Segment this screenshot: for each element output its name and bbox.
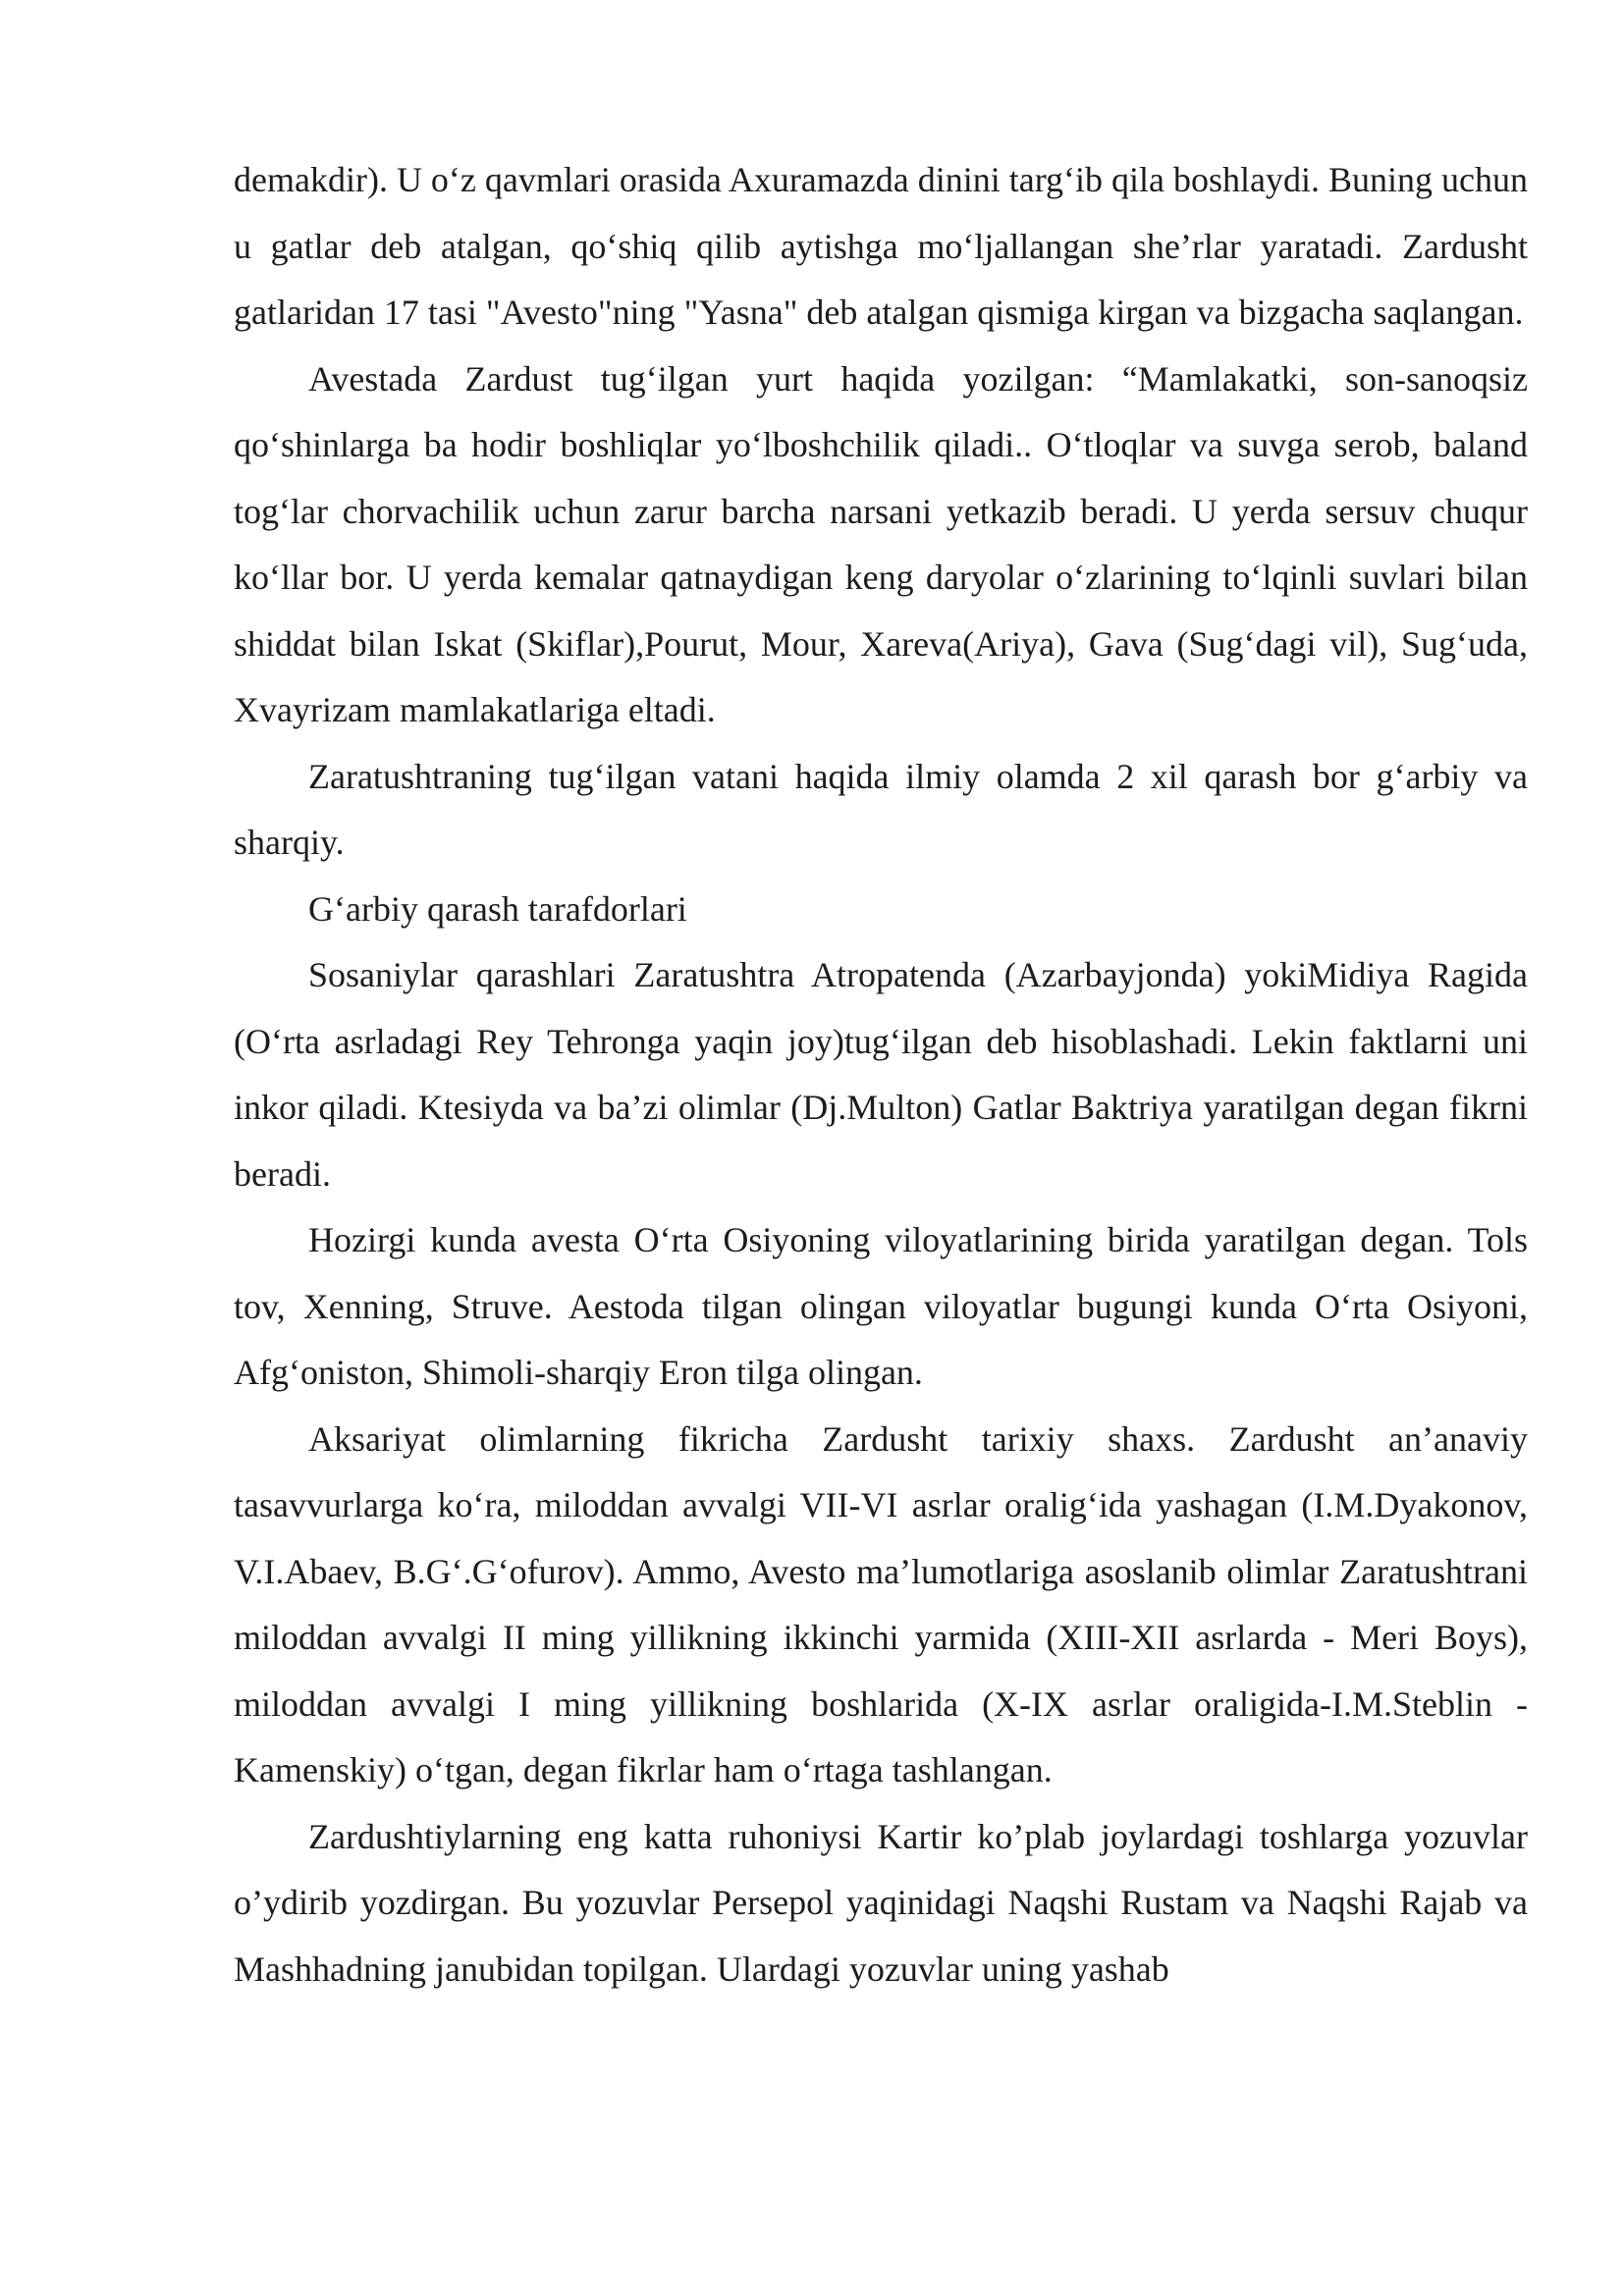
paragraph-two-views: Zaratushtraning tug‘ilgan vatani haqida ilmiy olamda 2 xil qarash bor g‘arbiy va sharqiy. — [234, 756, 1528, 862]
paragraph-historical-person: Aksariyat olimlarning fikricha Zardusht tarixiy shaxs. Zardusht an’anaviy tasavvurlarga ko‘ra, miloddan avvalgi VII-VI asrlar oralig‘ida yashagan (I.M.Dyakonov, V.I.Abaev, B.G‘.G‘ofurov). Ammo, Avesto ma’lumotlariga asoslanib olimlar Zaratushtrani miloddan avvalgi II ming yillikning ikkinchi yarmida (XIII-XII asrlarda - Meri Boys), miloddan avvalgi I ming yillikning boshlarida (X-IX asrlar oraligida-I.M.Steblin - Kamenskiy) o‘tgan, degan fikrlar ham o‘rtaga tashlangan. — [234, 1418, 1528, 1789]
paragraph-western-view-heading: G‘arbiy qarash tarafdorlari — [308, 888, 687, 929]
paragraph-continuation: demakdir). U o‘z qavmlari orasida Axuramazda dinini targ‘ib qila boshlaydi. Buning uchun u gatlar deb atalgan, qo‘shiq qilib aytishga mo‘ljallangan she’rlar yaratadi. Zardusht gatlaridan 17 tasi "Avesto"ning "Yasna" deb atalgan qismiga kirgan va bizgacha saqlangan. — [234, 160, 1529, 332]
paragraph-sasanian-views: Sosaniylar qarashlari Zaratushtra Atropatenda (Azarbayjonda) yokiMidiya Ragida (O‘rta asrladagi Rey Tehronga yaqin joy)tug‘ilgan deb hisoblashadi. Lekin faktlarni uni inkor qiladi. Ktesiyda va ba’zi olimlar (Dj.Multon) Gatlar Baktriya yaratilgan degan fikrni beradi. — [234, 955, 1528, 1194]
document-body — [234, 147, 1528, 2002]
paragraph-kartir: Zardushtiylarning eng katta ruhoniysi Kartir ko’plab joylardagi toshlarga yozuvlar o’ydirib yozdirgan. Bu yozuvlar Persepol yaqinidagi Naqshi Rustam va Naqshi Rajab va Mashhadning janubidan topilgan. Ulardagi yozuvlar uning yashab — [234, 1816, 1528, 1989]
paragraph-avesta-homeland: Avestada Zardust tug‘ilgan yurt haqida yozilgan: “Mamlakatki, son-sanoqsiz qo‘shinlarga ba hodir boshliqlar yo‘lboshchilik qiladi.. O‘tloqlar va suvga serob, baland tog‘lar chorvachilik uchun zarur barcha narsani yetkazib beradi. U yerda sersuv chuqur ko‘llar bor. U yerda kemalar qatnaydigan keng daryolar o‘zlarining to‘lqinli suvlari bilan shiddat bilan Iskat (Skiflar),Pourut, Mour, Xareva(Ariya), Gava (Sug‘dagi vil), Sug‘uda, Xvayrizam mamlakatlariga eltadi. — [234, 358, 1528, 729]
paragraph-central-asia: Hozirgi kunda avesta O‘rta Osiyoning viloyatlarining birida yaratilgan degan. Tols tov, Xenning, Struve. Aestoda tilgan olingan viloyatlar bugungi kunda O‘rta Osiyoni, Afg‘oniston, Shimoli-sharqiy Eron tilga olingan. — [234, 1220, 1528, 1392]
